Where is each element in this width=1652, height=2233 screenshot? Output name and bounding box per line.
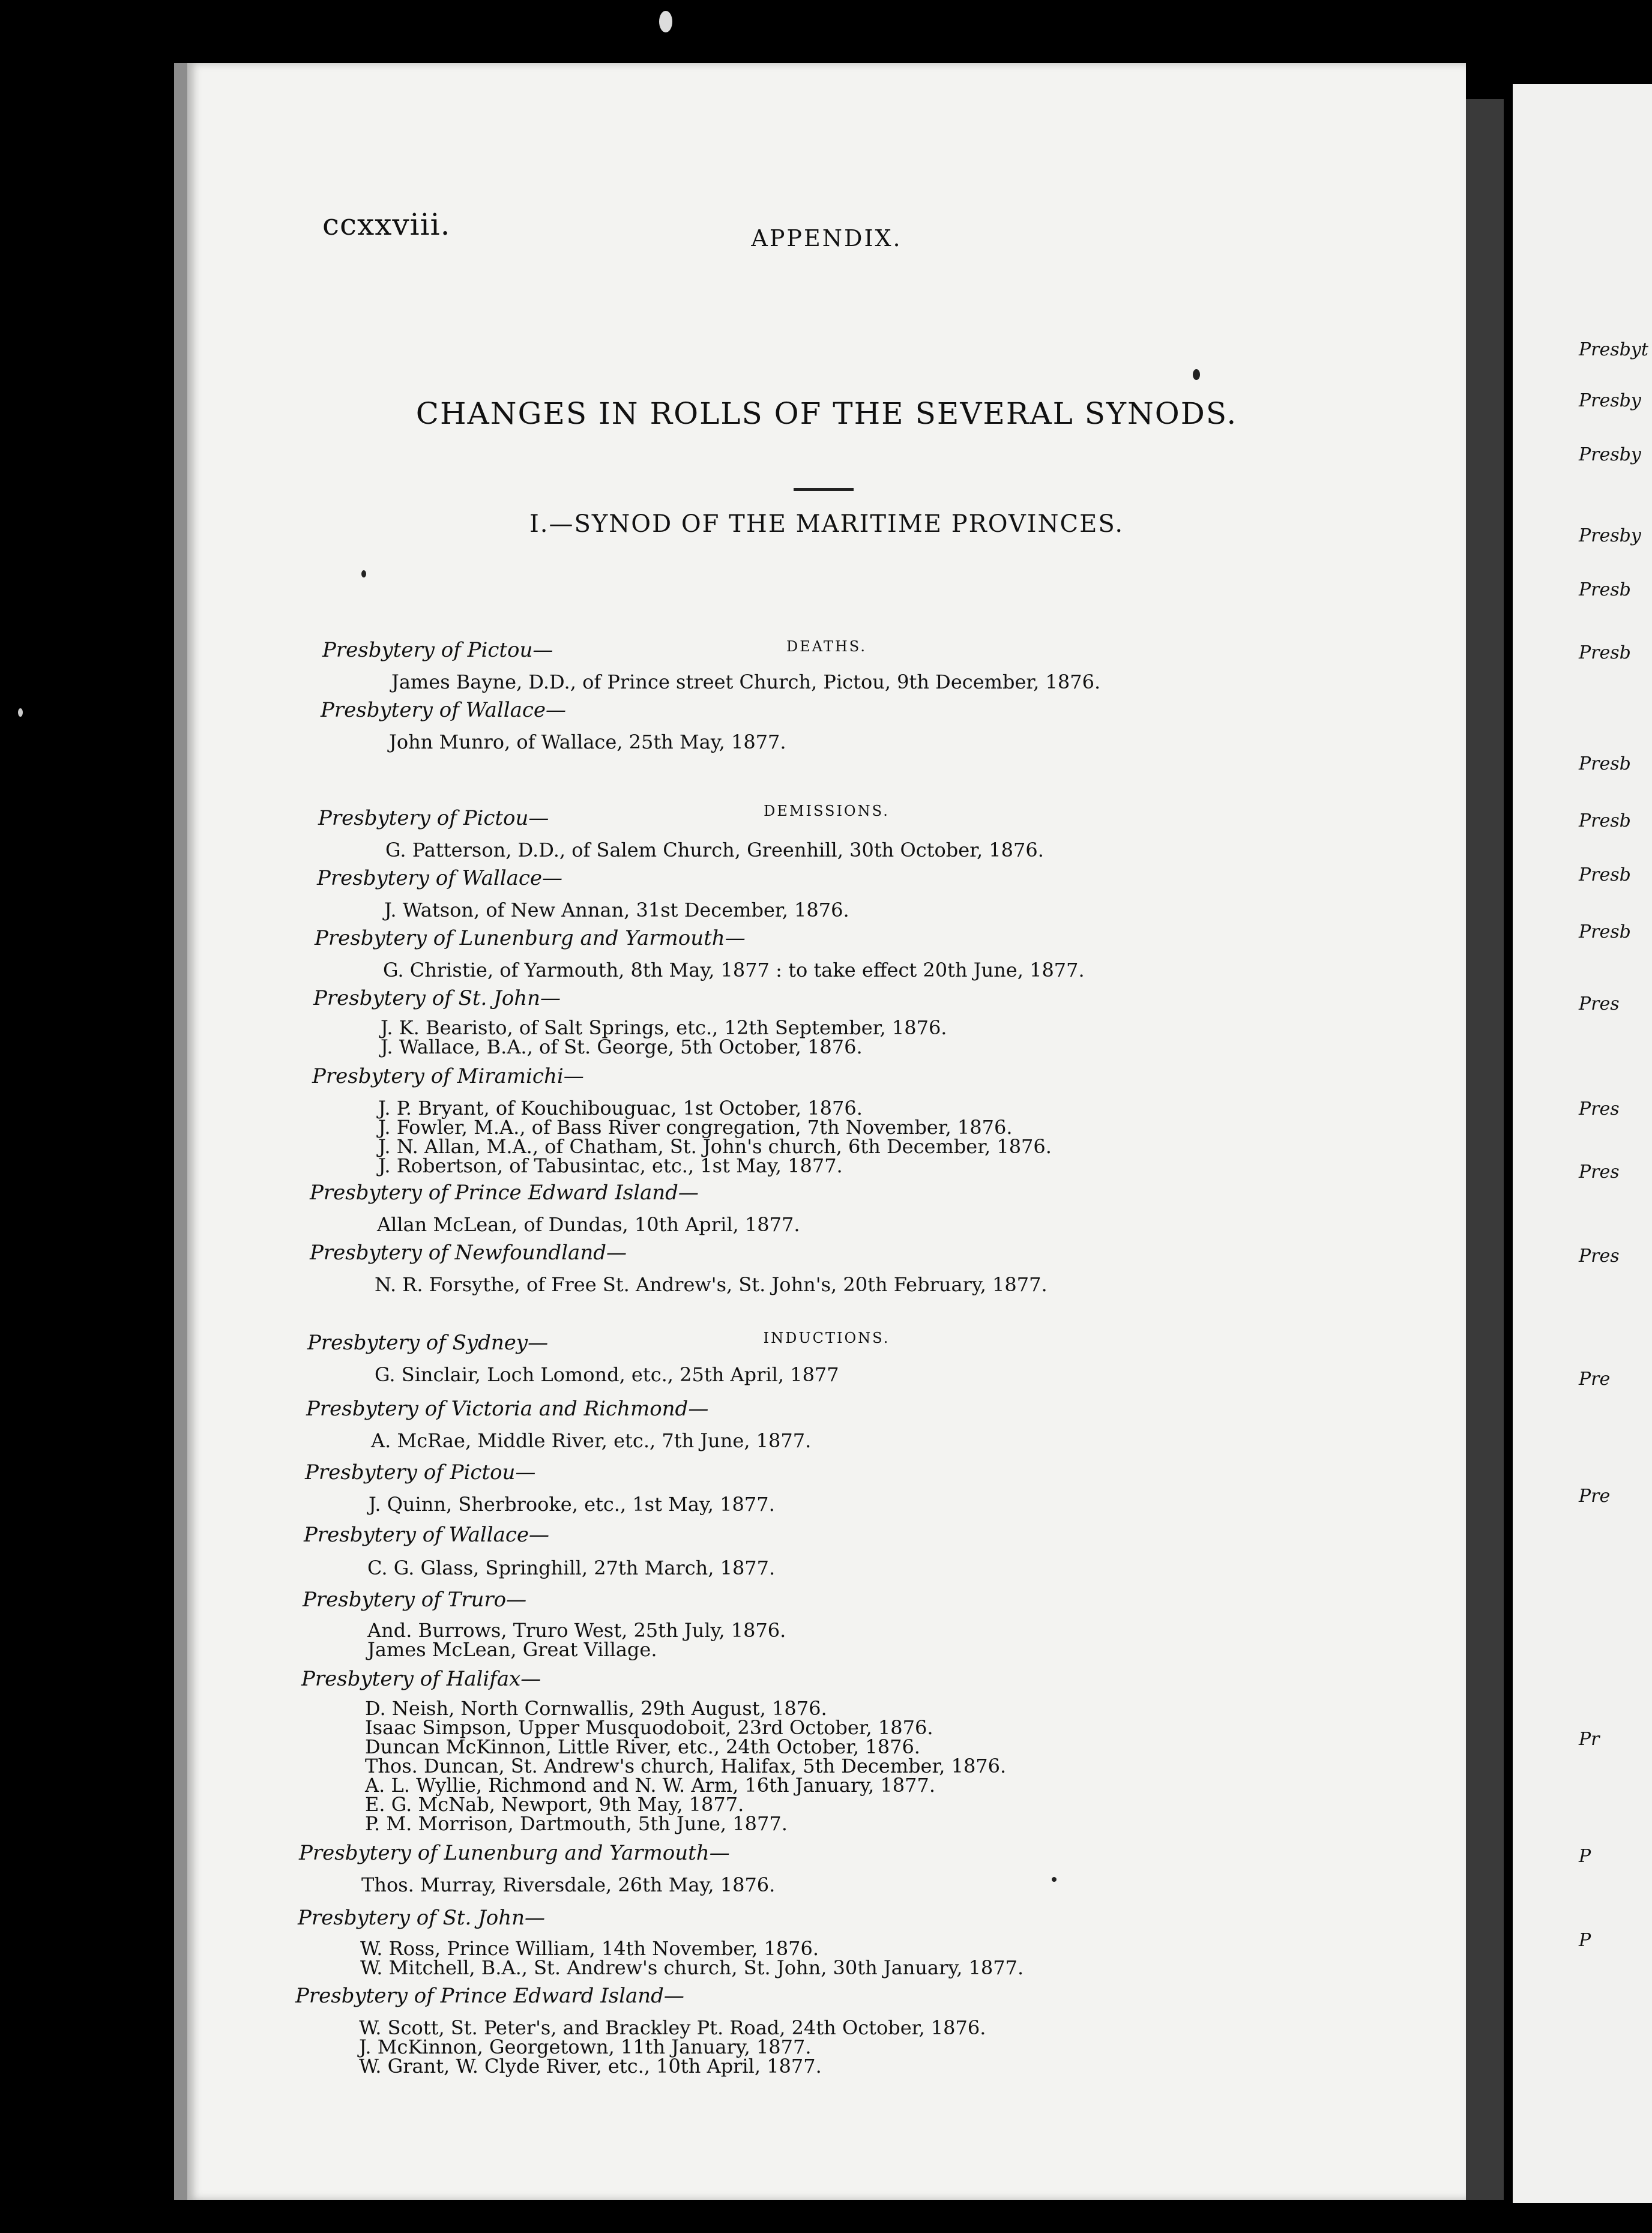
presbytery-heading: Presbytery of Pictou— (322, 638, 553, 662)
facing-page-fragment: Pre (1579, 1486, 1611, 1507)
roll-entry: Thos. Murray, Riversdale, 26th May, 1876. (361, 1873, 776, 1896)
roll-entry: James Bayne, D.D., of Prince street Church, Pictou, 9th December, 1876. (391, 671, 1101, 693)
facing-page-fragment: Presb (1579, 810, 1631, 831)
facing-page-fragment: Pr (1579, 1729, 1600, 1750)
running-head: APPENDIX. (751, 225, 902, 252)
roll-entry: W. Ross, Prince William, 14th November, 1876. (360, 1937, 819, 1960)
synod-heading: I.—SYNOD OF THE MARITIME PROVINCES. (529, 510, 1124, 538)
facing-page-fragment: Presb (1579, 864, 1631, 885)
roll-entry: D. Neish, North Cornwallis, 29th August, 1876. (365, 1697, 827, 1720)
presbytery-heading: Presbytery of St. John— (313, 986, 561, 1010)
roll-entry: E. G. McNab, Newport, 9th May, 1877. (365, 1793, 744, 1816)
presbytery-heading: Presbytery of Pictou— (305, 1460, 536, 1484)
facing-page-fragment: Presb (1579, 921, 1631, 942)
page-folio: ccxxviii. (322, 207, 451, 242)
facing-page-fragment: Presb (1579, 579, 1631, 600)
roll-entry: G. Christie, of Yarmouth, 8th May, 1877 : to take effect 20th June, 1877. (383, 959, 1085, 981)
facing-page-fragment: Presby (1579, 444, 1641, 465)
title-rule (794, 488, 854, 491)
facing-page-fragment: Pres (1579, 1162, 1620, 1183)
document-page (174, 63, 1466, 2200)
roll-entry: Thos. Duncan, St. Andrew's church, Halifax, 5th December, 1876. (365, 1755, 1007, 1777)
presbytery-heading: Presbytery of Wallace— (304, 1523, 550, 1547)
roll-entry: John Munro, of Wallace, 25th May, 1877. (389, 731, 786, 753)
ink-speck (18, 708, 23, 717)
roll-entry: J. Watson, of New Annan, 31st December, 1876. (384, 899, 849, 921)
presbytery-heading: Presbytery of Sydney— (307, 1331, 549, 1355)
roll-entry: C. G. Glass, Springhill, 27th March, 1877. (367, 1556, 776, 1579)
presbytery-heading: Presbytery of Pictou— (318, 806, 549, 830)
roll-entry: W. Scott, St. Peter's, and Brackley Pt. Road, 24th October, 1876. (359, 2016, 986, 2039)
presbytery-heading: Presbytery of Victoria and Richmond— (306, 1397, 709, 1421)
facing-page (1513, 84, 1652, 2203)
facing-page-fragment: Pres (1579, 1098, 1620, 1120)
presbytery-heading: Presbytery of Halifax— (301, 1667, 541, 1691)
presbytery-heading: Presbytery of Prince Edward Island— (295, 1984, 684, 2008)
section-heading-inductions: INDUCTIONS. (763, 1330, 890, 1346)
roll-entry: J. Robertson, of Tabusintac, etc., 1st May, 1877. (378, 1154, 843, 1177)
presbytery-heading: Presbytery of St. John— (298, 1906, 546, 1930)
roll-entry: J. Fowler, M.A., of Bass River congregation, 7th November, 1876. (378, 1116, 1013, 1139)
facing-page-fragment: Pres (1579, 993, 1620, 1014)
roll-entry: J. McKinnon, Georgetown, 11th January, 1877. (359, 2036, 812, 2058)
presbytery-heading: Presbytery of Wallace— (317, 866, 563, 890)
facing-page-fragment: Presby (1579, 390, 1641, 411)
presbytery-heading: Presbytery of Newfoundland— (310, 1241, 627, 1265)
roll-entry: J. N. Allan, M.A., of Chatham, St. John's church, 6th December, 1876. (378, 1135, 1052, 1158)
presbytery-heading: Presbytery of Prince Edward Island— (310, 1181, 699, 1205)
facing-page-fragment: Presby (1579, 525, 1641, 546)
facing-page-fragment: Presbyt (1579, 339, 1648, 360)
ink-speck (659, 11, 672, 32)
roll-entry: J. P. Bryant, of Kouchibouguac, 1st October, 1876. (378, 1097, 863, 1120)
presbytery-heading: Presbytery of Wallace— (321, 698, 567, 722)
facing-page-fragment: P (1579, 1846, 1591, 1867)
roll-entry: Isaac Simpson, Upper Musquodoboit, 23rd October, 1876. (365, 1716, 933, 1739)
roll-entry: W. Mitchell, B.A., St. Andrew's church, St. John, 30th January, 1877. (360, 1956, 1024, 1979)
roll-entry: J. K. Bearisto, of Salt Springs, etc., 12th September, 1876. (381, 1016, 947, 1039)
section-heading-demissions: DEMISSIONS. (764, 803, 890, 819)
presbytery-heading: Presbytery of Miramichi— (312, 1064, 584, 1088)
facing-page-fragment: Pre (1579, 1369, 1611, 1390)
roll-entry: W. Grant, W. Clyde River, etc., 10th April, 1877. (359, 2055, 822, 2078)
roll-entry: Allan McLean, of Dundas, 10th April, 1877. (377, 1213, 800, 1236)
roll-entry: Duncan McKinnon, Little River, etc., 24th October, 1876. (365, 1735, 920, 1758)
facing-page-fragment: P (1579, 1930, 1591, 1951)
presbytery-heading: Presbytery of Truro— (303, 1588, 527, 1612)
facing-page-fragment: Presb (1579, 642, 1631, 663)
roll-entry: J. Wallace, B.A., of St. George, 5th October, 1876. (381, 1035, 863, 1058)
ink-speck (361, 570, 366, 577)
roll-entry: A. McRae, Middle River, etc., 7th June, 1877. (371, 1429, 812, 1452)
ink-speck (1193, 369, 1200, 380)
presbytery-heading: Presbytery of Lunenburg and Yarmouth— (315, 926, 746, 950)
roll-entry: J. Quinn, Sherbrooke, etc., 1st May, 1877. (369, 1493, 775, 1516)
roll-entry: A. L. Wyllie, Richmond and N. W. Arm, 16th January, 1877. (365, 1774, 936, 1797)
roll-entry: P. M. Morrison, Dartmouth, 5th June, 1877. (365, 1812, 788, 1835)
facing-page-fragment: Pres (1579, 1246, 1620, 1267)
roll-entry: And. Burrows, Truro West, 25th July, 1876. (367, 1619, 786, 1642)
ink-speck (1052, 1877, 1057, 1882)
roll-entry: N. R. Forsythe, of Free St. Andrew's, St. John's, 20th February, 1877. (375, 1273, 1048, 1296)
facing-page-fragment: Presb (1579, 753, 1631, 774)
roll-entry: James McLean, Great Village. (367, 1638, 657, 1661)
roll-entry: G. Sinclair, Loch Lomond, etc., 25th April, 1877 (375, 1363, 839, 1386)
presbytery-heading: Presbytery of Lunenburg and Yarmouth— (299, 1841, 730, 1865)
roll-entry: G. Patterson, D.D., of Salem Church, Greenhill, 30th October, 1876. (385, 839, 1044, 861)
page-title: CHANGES IN ROLLS OF THE SEVERAL SYNODS. (415, 396, 1238, 431)
section-heading-deaths: DEATHS. (786, 638, 867, 655)
